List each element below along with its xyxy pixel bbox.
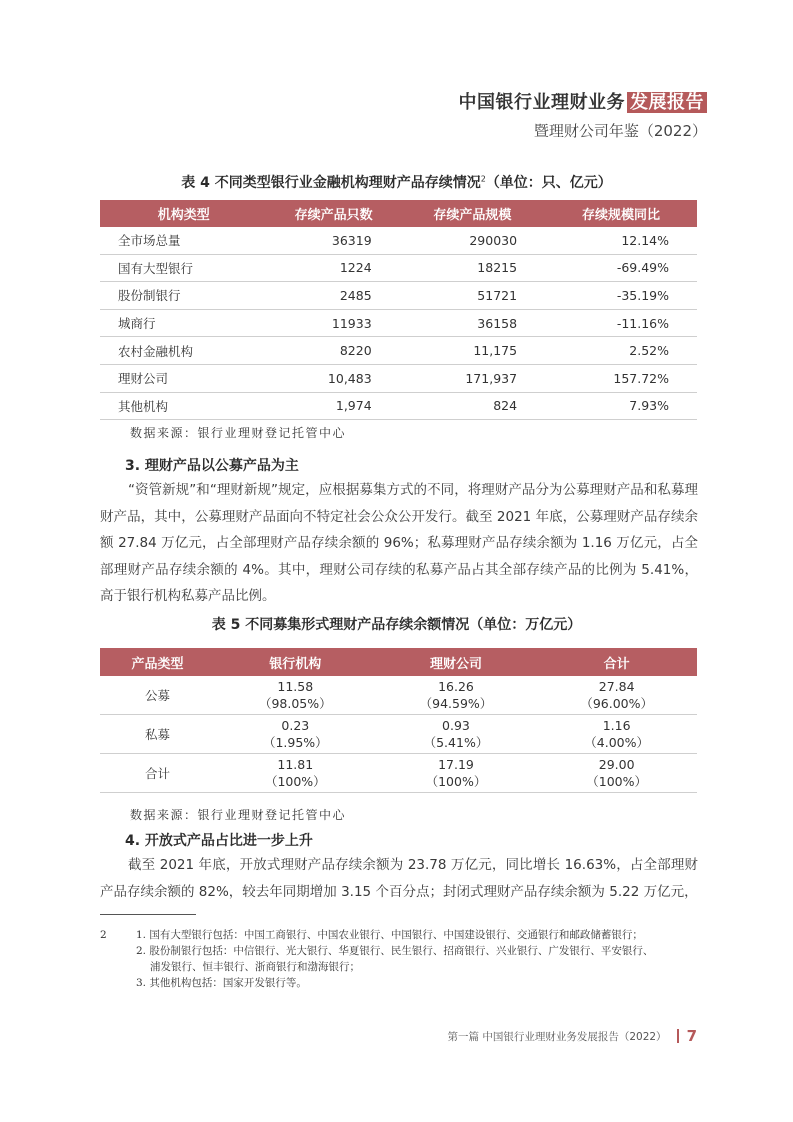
cell-percent: （96.00%） (580, 696, 653, 711)
table4-header-cell: 机构类型 (100, 200, 267, 227)
cell-value: 0.93 (442, 718, 470, 733)
table-cell: 股份制银行 (100, 282, 267, 310)
footnote-number: 2 (100, 929, 107, 941)
cell-value: 1.16 (602, 718, 631, 733)
page-number: 7 (686, 1027, 697, 1045)
table-cell: 290030 (400, 227, 545, 254)
page-footer (448, 1027, 698, 1045)
table-cell: 11933 (267, 309, 399, 337)
table-cell (376, 754, 537, 793)
table-cell: 城商行 (100, 309, 267, 337)
section3-paragraph: “资管新规”和“理财新规”规定，应根据募集方式的不同，将理财产品分为公募理财产品和私募理财产品，其中，公募理财产品面向不特定社会公众公开发行。截至 2021 年底，公募理财产品存续余额 27.84 万亿元，占全部理财产品存续余额的 96%；私募理财产品存续余额为 1.16 万亿元，占全部理财产品存续余额的 4%。其中，理财公司存续的私募产品占其全部存续产品的比例为 5.41%，高于银行机构私募产品比例。 (100, 482, 698, 604)
cell-value: 27.84 (598, 679, 635, 694)
cell-value: 11.58 (277, 679, 314, 694)
table-cell: 10,483 (267, 364, 399, 392)
cell-percent: （4.00%） (584, 735, 649, 750)
table-cell: 36319 (267, 227, 399, 254)
table-cell: 国有大型银行 (100, 254, 267, 282)
table4-header-cell: 存续规模同比 (545, 200, 697, 227)
table-row (100, 392, 697, 420)
table-cell (376, 715, 537, 754)
cell-value: 11.81 (277, 757, 314, 772)
table-cell: 11,175 (400, 337, 545, 365)
table-cell: 1224 (267, 254, 399, 282)
table-cell: 全市场总量 (100, 227, 267, 254)
table-cell (536, 676, 697, 715)
table-cell: 合计 (100, 754, 215, 793)
footer-divider (677, 1029, 679, 1043)
table-row (100, 754, 697, 793)
table4-caption-unit: （单位：只、亿元） (485, 175, 612, 191)
table-cell: 51721 (400, 282, 545, 310)
table-cell: 1,974 (267, 392, 399, 420)
table-cell (376, 676, 537, 715)
table-cell: 171,937 (400, 364, 545, 392)
table-cell: 公募 (100, 676, 215, 715)
cell-percent: （5.41%） (423, 735, 489, 750)
table-row (100, 715, 697, 754)
table4-header-cell: 存续产品只数 (267, 200, 399, 227)
cell-percent: （100%） (586, 774, 648, 789)
table4-header-row (100, 200, 697, 227)
table-row (100, 254, 697, 282)
cell-percent: （1.95%） (262, 735, 328, 750)
footnote-item: 1. 国有大型银行包括：中国工商银行、中国农业银行、中国银行、中国建设银行、交通银行和邮政储蓄银行； (136, 929, 643, 941)
footnote-divider (100, 914, 196, 915)
table-cell: 2485 (267, 282, 399, 310)
table-cell (215, 676, 376, 715)
report-title-main: 中国银行业理财业务 (458, 92, 625, 113)
page-header (459, 88, 708, 141)
cell-percent: （98.05%） (258, 696, 332, 711)
report-title-highlight: 发展报告 (627, 92, 707, 113)
table-cell: 私募 (100, 715, 215, 754)
table-cell: 农村金融机构 (100, 337, 267, 365)
footer-text: 第一篇 中国银行业理财业务发展报告（2022） (447, 1030, 667, 1043)
footnotes (100, 927, 700, 991)
footnote-item: 3. 其他机构包括：国家开发银行等。 (136, 977, 307, 989)
table5-caption: 表 5 不同募集形式理财产品存续余额情况（单位：万亿元） (211, 617, 582, 633)
table5-header-row (100, 648, 697, 676)
cell-percent: （94.59%） (419, 696, 493, 711)
table4-caption-text: 表 4 不同类型银行业金融机构理财产品存续情况 (181, 175, 481, 191)
cell-value: 17.19 (438, 757, 474, 772)
table-cell: 8220 (267, 337, 399, 365)
footnote-item: 2. 股份制银行包括：中信银行、光大银行、华夏银行、民生银行、招商银行、兴业银行、广发银行、平安银行、 (136, 945, 654, 957)
table-cell: 18215 (400, 254, 545, 282)
report-title (459, 88, 708, 114)
table4-source: 数据来源：银行业理财登记托管中心 (130, 426, 347, 440)
table-cell: 理财公司 (100, 364, 267, 392)
section4-title: 4. 开放式产品占比进一步上升 (125, 833, 313, 849)
table5-header-cell: 产品类型 (100, 648, 215, 676)
table-cell: 36158 (400, 309, 545, 337)
table-row (100, 282, 697, 310)
footnote-ref: 2 (480, 174, 486, 184)
table-row (100, 309, 697, 337)
cell-percent: （100%） (264, 774, 326, 789)
footnote-item: 浦发银行、恒丰银行、浙商银行和渤海银行； (150, 961, 360, 973)
section4-paragraph: 截至 2021 年底，开放式理财产品存续余额为 23.78 万亿元，同比增长 16.63%，占全部理财产品存续余额的 82%，较去年同期增加 3.15 个百分点；封闭式理财产品存续余额为 5.22 万亿元， (100, 857, 698, 900)
table-cell: 157.72% (545, 364, 697, 392)
table-cell: 824 (400, 392, 545, 420)
table-cell: 其他机构 (100, 392, 267, 420)
cell-value: 0.23 (281, 718, 310, 733)
table-row (100, 337, 697, 365)
table-cell (215, 754, 376, 793)
cell-value: 29.00 (598, 757, 635, 772)
table5-header-cell: 理财公司 (376, 648, 537, 676)
table4-caption (0, 172, 793, 192)
cell-value: 16.26 (438, 679, 474, 694)
table-row (100, 364, 697, 392)
cell-percent: （100%） (425, 774, 487, 789)
table4-header-cell: 存续产品规模 (400, 200, 545, 227)
table-cell: -35.19% (545, 282, 697, 310)
table-cell: -11.16% (545, 309, 697, 337)
table-row (100, 676, 697, 715)
table-cell (215, 715, 376, 754)
section3-title: 3. 理财产品以公募产品为主 (125, 458, 299, 474)
table-cell: 12.14% (545, 227, 697, 254)
table-cell (536, 715, 697, 754)
table5 (100, 648, 697, 793)
table5-header-cell: 银行机构 (215, 648, 376, 676)
table-cell: 2.52% (545, 337, 697, 365)
table5-source: 数据来源：银行业理财登记托管中心 (130, 808, 347, 822)
table-cell: 7.93% (545, 392, 697, 420)
table4 (100, 200, 697, 420)
table-cell: -69.49% (545, 254, 697, 282)
table5-header-cell: 合计 (536, 648, 697, 676)
report-subtitle: 暨理财公司年鉴（2022） (533, 122, 707, 140)
table-row (100, 227, 697, 254)
table-cell (536, 754, 697, 793)
